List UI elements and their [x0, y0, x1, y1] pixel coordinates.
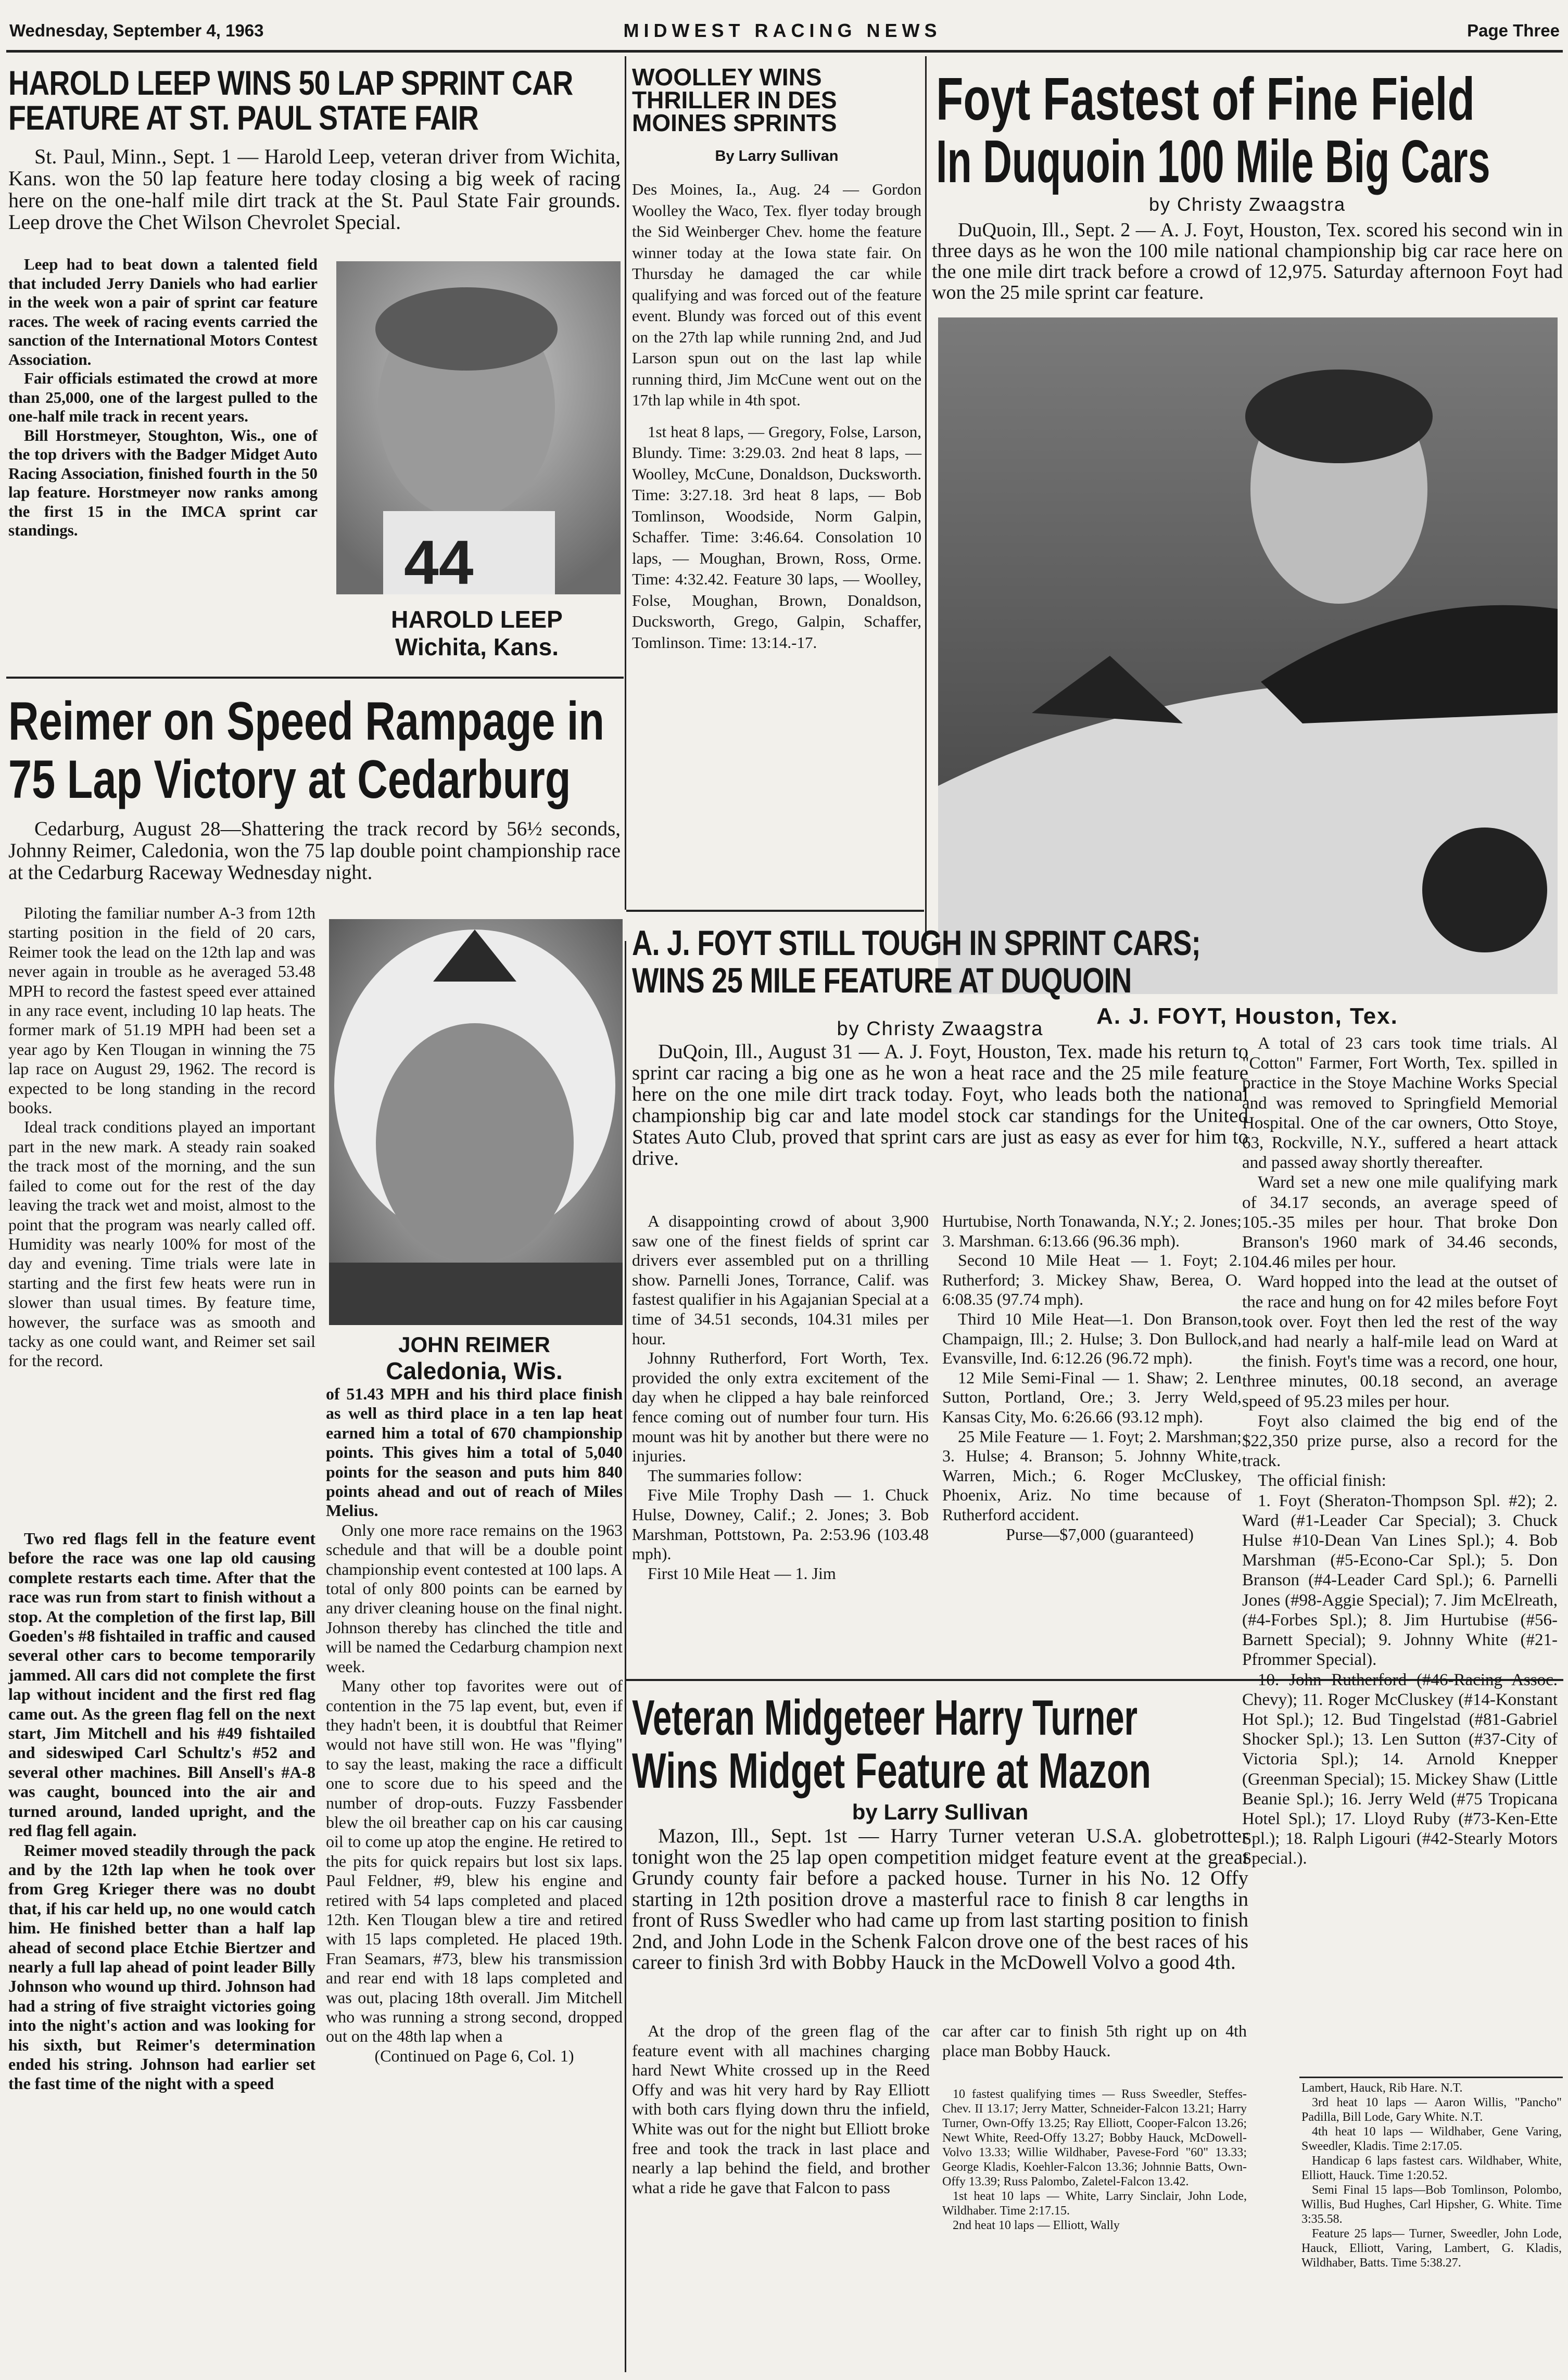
- section-rule: [626, 910, 924, 912]
- column-divider: [925, 56, 927, 941]
- turner-byline: by Larry Sullivan: [852, 1800, 1029, 1824]
- foyt-bigcar-lede: DuQuoin, Ill., Sept. 2 — A. J. Foyt, Houston, Tex. scored his second win in three days as he won the 100 mile national championship big car race here on the one mile dirt track before a crowd of 12,975. Saturday afternoon Foyt had won the 25 mile sprint car feature.: [932, 219, 1563, 303]
- paragraph: First 10 Mile Heat — 1. Jim: [648, 1563, 836, 1583]
- caption-town: Caledonia, Wis.: [386, 1357, 563, 1385]
- leep-headline: [8, 63, 621, 144]
- caption-town: Wichita, Kans.: [395, 633, 559, 660]
- paragraph: Bill Horstmeyer, Stoughton, Wis., one of the top drivers with the Badger Midget Auto Racing Association, finished fourth in the 50 lap feature. Horstmeyer now ranks among the first 15 in the IMCA sprint car standings.: [8, 426, 318, 539]
- turner-headline: Veteran Midgeteer Harry Turner Wins Midget Feature at Mazon: [632, 1690, 1152, 1799]
- paragraph: Piloting the familiar number A-3 from 12th starting position in the field of 20 cars, Reimer took the lead on the 12th lap and was never again in trouble as he averaged 53.48 MPH to record the fastest speed ever attained in any race event, including 10 lap heats. The former mark of 51.19 MPH had been set a year ago by Ken Tlougan in winning the 75 lap race on August 29, 1962. The record is expected to be long standing in the record books.: [8, 903, 315, 1117]
- reimer-lede: Cedarburg, August 28—Shattering the track record by 56½ seconds, Johnny Reimer, Caledonia, won the 75 lap double point championship race at the Cedarburg Raceway Wednesday night.: [8, 818, 621, 884]
- foyt-bigcar-headline: Foyt Fastest of Fine Field In Duquoin 100 Mile Big Cars: [936, 65, 1490, 195]
- paragraph: Ideal track conditions played an important part in the new mark. A steady rain soaked the track most of the morning, and the sun failed to come out for the rest of the day leaving the track wet and moist, almost to the point that the program was nearly called off. Humidity was nearly 100% for most of the day and evening. Time trials were late in starting and the first few heats were run in slower than usual times. By feature time, however, the surface was as smooth and tacky as one could want, and Reimer set sail for the record.: [8, 1117, 315, 1370]
- svg-text:44: 44: [404, 528, 474, 594]
- paragraph: The official finish:: [1258, 1471, 1386, 1491]
- column-divider: [625, 56, 626, 910]
- result-line: Handicap 6 laps fastest cars. Wildhaber, White, Elliott, Hauck. Time 1:20.52.: [1301, 2154, 1562, 2182]
- john-reimer-photo: [329, 919, 623, 1325]
- aj-foyt-car-photo: [938, 317, 1558, 994]
- section-rule: [6, 677, 624, 679]
- paragraph: Reimer moved steadily through the pack and by the 12th lap when he took over from Greg Krieger there was no doubt that, if his car held up, no one would catch him. He finished better than a half lap ahead of second place Etchie Biertzer and nearly a full lap ahead of point leader Billy Johnson who wound up third. Johnson had had a string of five straight victories going into the night's action and was looking for his sixth, but Reimer's determination ended his string. Johnson had earlier set the fast time of the night with a speed: [8, 1840, 315, 2093]
- reimer-article: [8, 681, 624, 2372]
- turner-qualifying-results: [942, 2087, 1247, 2233]
- foyt-sprint-lede: DuQoin, Ill., August 31 — A. J. Foyt, Houston, Tex. made his return to sprint car racing a big one as he won a heat race and the 25 mile feature here on the one mile dirt track today. Foyt, who leads both the national championship big car and late model stock car standings for the United States Auto Club, proved that sprint cars are just as easy as ever for him to drive.: [632, 1040, 1248, 1169]
- caption-name: HAROLD LEEP: [391, 606, 563, 633]
- paragraph: A disappointing crowd of about 3,900 saw one of the finest fields of sprint car drivers ever assembled put on a thrilling show. Parnelli Jones, Torrance, Calif. was fastest qualifier in his Agajanian Special at a time of 34.51 seconds, 104.31 miles per hour.: [632, 1212, 929, 1348]
- paragraph: Fair officials estimated the crowd at more than 25,000, one of the largest pulled to the one-half mile track in recent years.: [8, 369, 318, 425]
- leep-caption: [362, 606, 591, 661]
- heat-result: 2nd heat 10 laps — Elliott, Wally: [953, 2219, 1120, 2232]
- foyt-bigcar-byline: by Christy Zwaagstra: [1148, 194, 1346, 215]
- harold-leep-photo: [336, 261, 621, 594]
- paragraph: Hurtubise, North Tonawanda, N.Y.; 2. Jones; 3. Marshman. 6:13.66 (96.36 mph).: [942, 1212, 1242, 1250]
- paragraph: Ward hopped into the lead at the outset of the race and hung on for 42 miles before Foyt took over. Foyt then led the rest of the way and had nearly a half-mile lead on Ward at the finish. Foyt's time was a record, one hour, three minutes, 00.18 second, an average speed of 95.23 miles per hour.: [1242, 1272, 1558, 1411]
- turner-column-2: [942, 2021, 1247, 2060]
- result-line: Feature 25 laps— Turner, Sweedler, John Lode, Hauck, Elliott, Varing, Lambert, G. Kladis, Wildhaber, Batts. Time 5:38.27.: [1301, 2227, 1562, 2270]
- foyt-sprint-headline: A. J. FOYT STILL TOUGH IN SPRINT CARS; WINS 25 MILE FEATURE AT DUQUOIN: [632, 923, 1200, 1000]
- portrait-image: [329, 919, 623, 1325]
- turner-column-1: [632, 2021, 930, 2197]
- paragraph: Only one more race remains on the 1963 schedule and that will be a double point championship event contested at 100 laps. A total of only 800 points can be earned by any driver cleaning house on the final night. Johnson thereby has clinched the title and will be named the Cedarburg champion next week.: [326, 1520, 623, 1676]
- paragraph: 12 Mile Semi-Final — 1. Shaw; 2. Len Sutton, Portland, Ore.; 3. Jerry Weld, Kansas City, Mo. 6:26.66 (93.12 mph).: [942, 1368, 1242, 1426]
- paragraph: Johnny Rutherford, Fort Worth, Tex. provided the only extra excitement of the day when he clipped a hay bale reinforced fence coming out of number four turn. His mount was hit by another but there were no injuries.: [632, 1348, 929, 1466]
- result-line: 3rd heat 10 laps — Aaron Willis, "Pancho" Padilla, Bill Lode, Gary White. N.T.: [1301, 2096, 1562, 2124]
- foyt-sprint-column-2: [942, 1212, 1242, 1544]
- leep-body: [8, 255, 318, 540]
- header-date: Wednesday, September 4, 1963: [9, 21, 264, 40]
- reimer-caption: [352, 1332, 597, 1385]
- turner-article: [632, 1686, 1293, 2373]
- paragraph: Second 10 Mile Heat — 1. Foyt; 2. Rutherford; 3. Mickey Shaw, Berea, O. 6:08.35 (97.74 mph).: [942, 1251, 1242, 1309]
- foyt-caption: A. J. FOYT, Houston, Tex.: [1096, 1003, 1398, 1029]
- header-page-number: Page Three: [1467, 21, 1560, 40]
- woolley-headline: WOOLLEY WINS THRILLER IN DES MOINES SPRINTS: [632, 63, 837, 136]
- result-line: Lambert, Hauck, Rib Hare. N.T.: [1301, 2081, 1463, 2095]
- paragraph: Des Moines, Ia., Aug. 24 — Gordon Woolley the Waco, Tex. flyer today brough the Sid Weinberger Chev. home the feature winner today at the Iowa state fair. On Thursday he damaged the car while qualifying and was forced out of the feature event. Blundy was forced out of this event on the 27th lap while running 2nd, and Jud Larson spun out on the last lap while running third, Jim McCune went out on the 17th lap while in 4th spot.: [632, 180, 921, 409]
- turner-lede: Mazon, Ill., Sept. 1st — Harry Turner veteran U.S.A. globetrotter tonight won the 25 lap open competition midget feature event at the great Grundy county fair before a packed house. Turner in his No. 12 Offy starting in 12th position drove a masterful race to finish 8 car lengths in front of Russ Swedler who had came up from last starting position to finish 2nd, and John Lode in the Schenk Falcon drove one of the best races of his career to finish 3rd with Bobby Hauck in the McDowell Volvo a good 4th.: [632, 1825, 1248, 1974]
- paragraph: 1. Foyt (Sheraton-Thompson Spl. #2); 2. Ward (#1-Leader Car Special); 3. Chuck Hulse #10-Dean Van Lines Spl.); 4. Bob Marshman (#5-Econo-Car Spl.); 5. Don Branson (#4-Leader Card Spl.); 6. Parnelli Jones (#98-Aggie Special); 7. Jim McElreath, (#4-Forbes Spl.); 8. Jim Hurtubise (#56-Barnett Special); 9. Johnny White (#21-Pfrommer Special).: [1242, 1491, 1558, 1670]
- paragraph: A total of 23 cars took time trials. Al "Cotton" Farmer, Fort Worth, Tex. spilled in practice in the Stoye Machine Works Special and was removed to Springfield Memorial Hospital. One of the car owners, Otto Stoye, 63, Rockville, N.Y., suffered a heart attack and passed away shortly thereafter.: [1242, 1034, 1558, 1173]
- reimer-headline: Reimer on Speed Rampage in 75 Lap Victory at Cedarburg: [8, 691, 604, 810]
- reimer-column-1-bottom: [8, 1529, 315, 2094]
- portrait-image: [336, 261, 621, 594]
- paragraph: Five Mile Trophy Dash — 1. Chuck Hulse, Downey, Calif.; 2. Jones; 3. Bob Marshman, Pottstown, Pa. 2:53.96 (103.48 mph).: [632, 1485, 929, 1563]
- foyt-sprint-article: [632, 916, 1248, 1676]
- qualifying-times: 10 fastest qualifying times — Russ Sweedler, Steffes-Chev. II 13.17; Jerry Matter, Schneider-Falcon 13.21; Harry Turner, Own-Offy 13.25; Ray Elliott, Cooper-Falcon 13.26; Newt White, Reed-Offy 13.27; Bobby Hauck, McDowell-Volvo 13.33; Willie Wildhaber, Pavese-Ford "60" 13.33; George Kladis, Koehler-Falcon 13.36; Johnnie Batts, Own-Offy 13.39; Russ Palombo, Zaletel-Falcon 13.42.: [942, 2088, 1247, 2188]
- result-line: Semi Final 15 laps—Bob Tomlinson, Polombo, Willis, Bud Hughes, Carl Hipsher, G. White. Time 3:35.58.: [1301, 2183, 1562, 2226]
- paragraph: The summaries follow:: [648, 1466, 802, 1485]
- woolley-byline: By Larry Sullivan: [715, 148, 839, 164]
- headline-text: HAROLD LEEP WINS 50 LAP SPRINT CAR FEATURE AT ST. PAUL STATE FAIR: [8, 63, 573, 137]
- header-paper-title: MIDWEST RACING NEWS: [623, 20, 942, 41]
- paragraph: 10. John Rutherford (#46-Racing Assoc. Chevy); 11. Roger McCluskey (#14-Konstant Hot Spl.); 12. Bud Tingelstad (#81-Gabriel Shocker Spl.); 13. Len Sutton (#37-City of Victoria Spl.); 14. Arnold Knepper (Greenman Special); 15. Mickey Shaw (Little Beanie Spl.); 16. Jerry Weld (#75 Tropicana Hotel Spl.); 17. Lloyd Ruby (#73-Ken-Ette Spl.); 18. Ralph Ligouri (#42-Stearly Motors Special.).: [1242, 1670, 1558, 1868]
- header-rule: [6, 50, 1563, 53]
- paragraph: Many other top favorites were out of contention in the 75 lap event, but, even if they hadn't been, it is doubtful that Reimer would not have still won. He was "flying" to say the least, making the race a difficult one to score due to his speed and the number of drop-outs. Fuzzy Fassbender blew the oil breather cap on his car causing oil to come up atop the engine. He retired to the pits for quick repairs but lost six laps. Paul Feldner, #9, blew his engine and retired with 54 laps completed and placed 12th. Ken Tlougan blew a tire and retired with 15 laps completed. He placed 19th. Fran Seamars, #73, blew his transmission and rear end with 18 laps completed and was out, placing 18th overall. Jim Mitchell who was running a strong second, dropped out on the 48th lap when a: [326, 1676, 623, 2046]
- caption-name: JOHN REIMER: [398, 1332, 550, 1357]
- paragraph: car after car to finish 5th right up on 4th place man Bobby Hauck.: [942, 2021, 1247, 2060]
- reimer-column-1-top: [8, 903, 315, 1371]
- paragraph: 1st heat 8 laps, — Gregory, Folse, Larson, Blundy. Time: 3:29.03. 2nd heat 8 laps, — Woolley, McCune, Donaldson, Ducksworth. Time: 3:27.18. 3rd heat 8 laps, — Bob Tomlinson, Woodside, Norm Galpin, Schaffer. Time: 3:46.64. Consolation 10 laps, — Moughan, Brown, Ross, Orme. Time: 4:32.42. Feature 30 laps, — Woolley, Folse, Moughan, Brown, Donaldson, Ducksworth, Grego, Galpin, Schaffer, Tomlinson. Time: 13:14.-17.: [632, 422, 921, 652]
- reimer-column-2: [326, 1384, 623, 2066]
- paragraph: Purse—$7,000 (guaranteed): [1006, 1524, 1194, 1544]
- foyt-sprint-column-1: [632, 1212, 929, 1583]
- paragraph: of 51.43 MPH and his third place finish as well as third place in a ten lap heat earned him a total of 670 championship points. This gives him a total of 5,040 points for the season and puts him 840 points ahead and out of reach of Miles Melius.: [326, 1384, 623, 1520]
- column-divider: [625, 941, 626, 2372]
- paragraph: 25 Mile Feature — 1. Foyt; 2. Marshman; 3. Hulse; 4. Branson; 5. Johnny White, Warren, Mich.; 6. Roger McCluskey, Phoenix, Ariz. No time because of Rutherford accident.: [942, 1427, 1242, 1524]
- paragraph: Foyt also claimed the big end of the $22,350 prize purse, also a record for the track.: [1242, 1411, 1558, 1471]
- woolley-body: [632, 179, 921, 653]
- turner-results-column-3: [1301, 2081, 1562, 2270]
- result-line: 4th heat 10 laps — Wildhaber, Gene Varing, Sweedler, Kladis. Time 2:17.05.: [1301, 2125, 1562, 2153]
- leep-article: [8, 58, 621, 672]
- foyt-sprint-byline: by Christy Zwaagstra: [837, 1018, 1044, 1040]
- paragraph: Ward set a new one mile qualifying mark of 34.17 seconds, an average speed of 105.-35 miles per hour. That broke Don Branson's 1960 mark of 34.46 seconds, 104.46 miles per hour.: [1242, 1173, 1558, 1272]
- paragraph: Two red flags fell in the feature event before the race was one lap old causing complete restarts each time. After that the race was run from start to finish without a stop. At the completion of the first lap, Bill Goeden's #8 fishtailed in traffic and caused several other cars to become temporarily jammed. All cars did not complete the first lap without incident and the first red flag came out. As the green flag fell on the next start, Jim Mitchell and his #49 fishtailed and sideswiped Carl Schultz's #52 and several other machines. Bill Ansell's #A-8 was caught, bounced into the air and turned around, landed upright, and the red flag fell again.: [8, 1529, 315, 1840]
- leep-lede: St. Paul, Minn., Sept. 1 — Harold Leep, veteran driver from Wichita, Kans. won the 50 lap feature here today closing a big week of racing here on the one-half mile dirt track at the St. Paul State Fair grounds. Leep drove the Chet Wilson Chevrolet Special.: [8, 145, 621, 234]
- race-car-image: [938, 317, 1558, 994]
- woolley-article: [632, 58, 921, 907]
- paragraph: Leep had to beat down a talented field that included Jerry Daniels who had earlier in the week won a pair of sprint car feature races. The week of racing events carried the sanction of the International Motors Contest Association.: [8, 255, 318, 368]
- paragraph: At the drop of the green flag of the feature event with all machines charging hard Newt White crossed up in the Reed Offy and was hit very hard by Ray Elliott with both cars flying down thru the infield, White was out for the night but Elliott broke free and took the track in last place and nearly a lap behind the field, and brother what a ride he gave that Falcon to pass: [632, 2021, 930, 2197]
- section-rule: [1299, 2077, 1563, 2078]
- continued-note: (Continued on Page 6, Col. 1): [374, 2046, 574, 2065]
- heat-result: 1st heat 10 laps — White, Larry Sinclair, John Lode, Wildhaber. Time 2:17.15.: [942, 2190, 1247, 2218]
- paragraph: Third 10 Mile Heat—1. Don Branson, Champaign, Ill.; 2. Hulse; 3. Don Bullock, Evansville, Ind. 6:12.26 (96.72 mph).: [942, 1309, 1242, 1368]
